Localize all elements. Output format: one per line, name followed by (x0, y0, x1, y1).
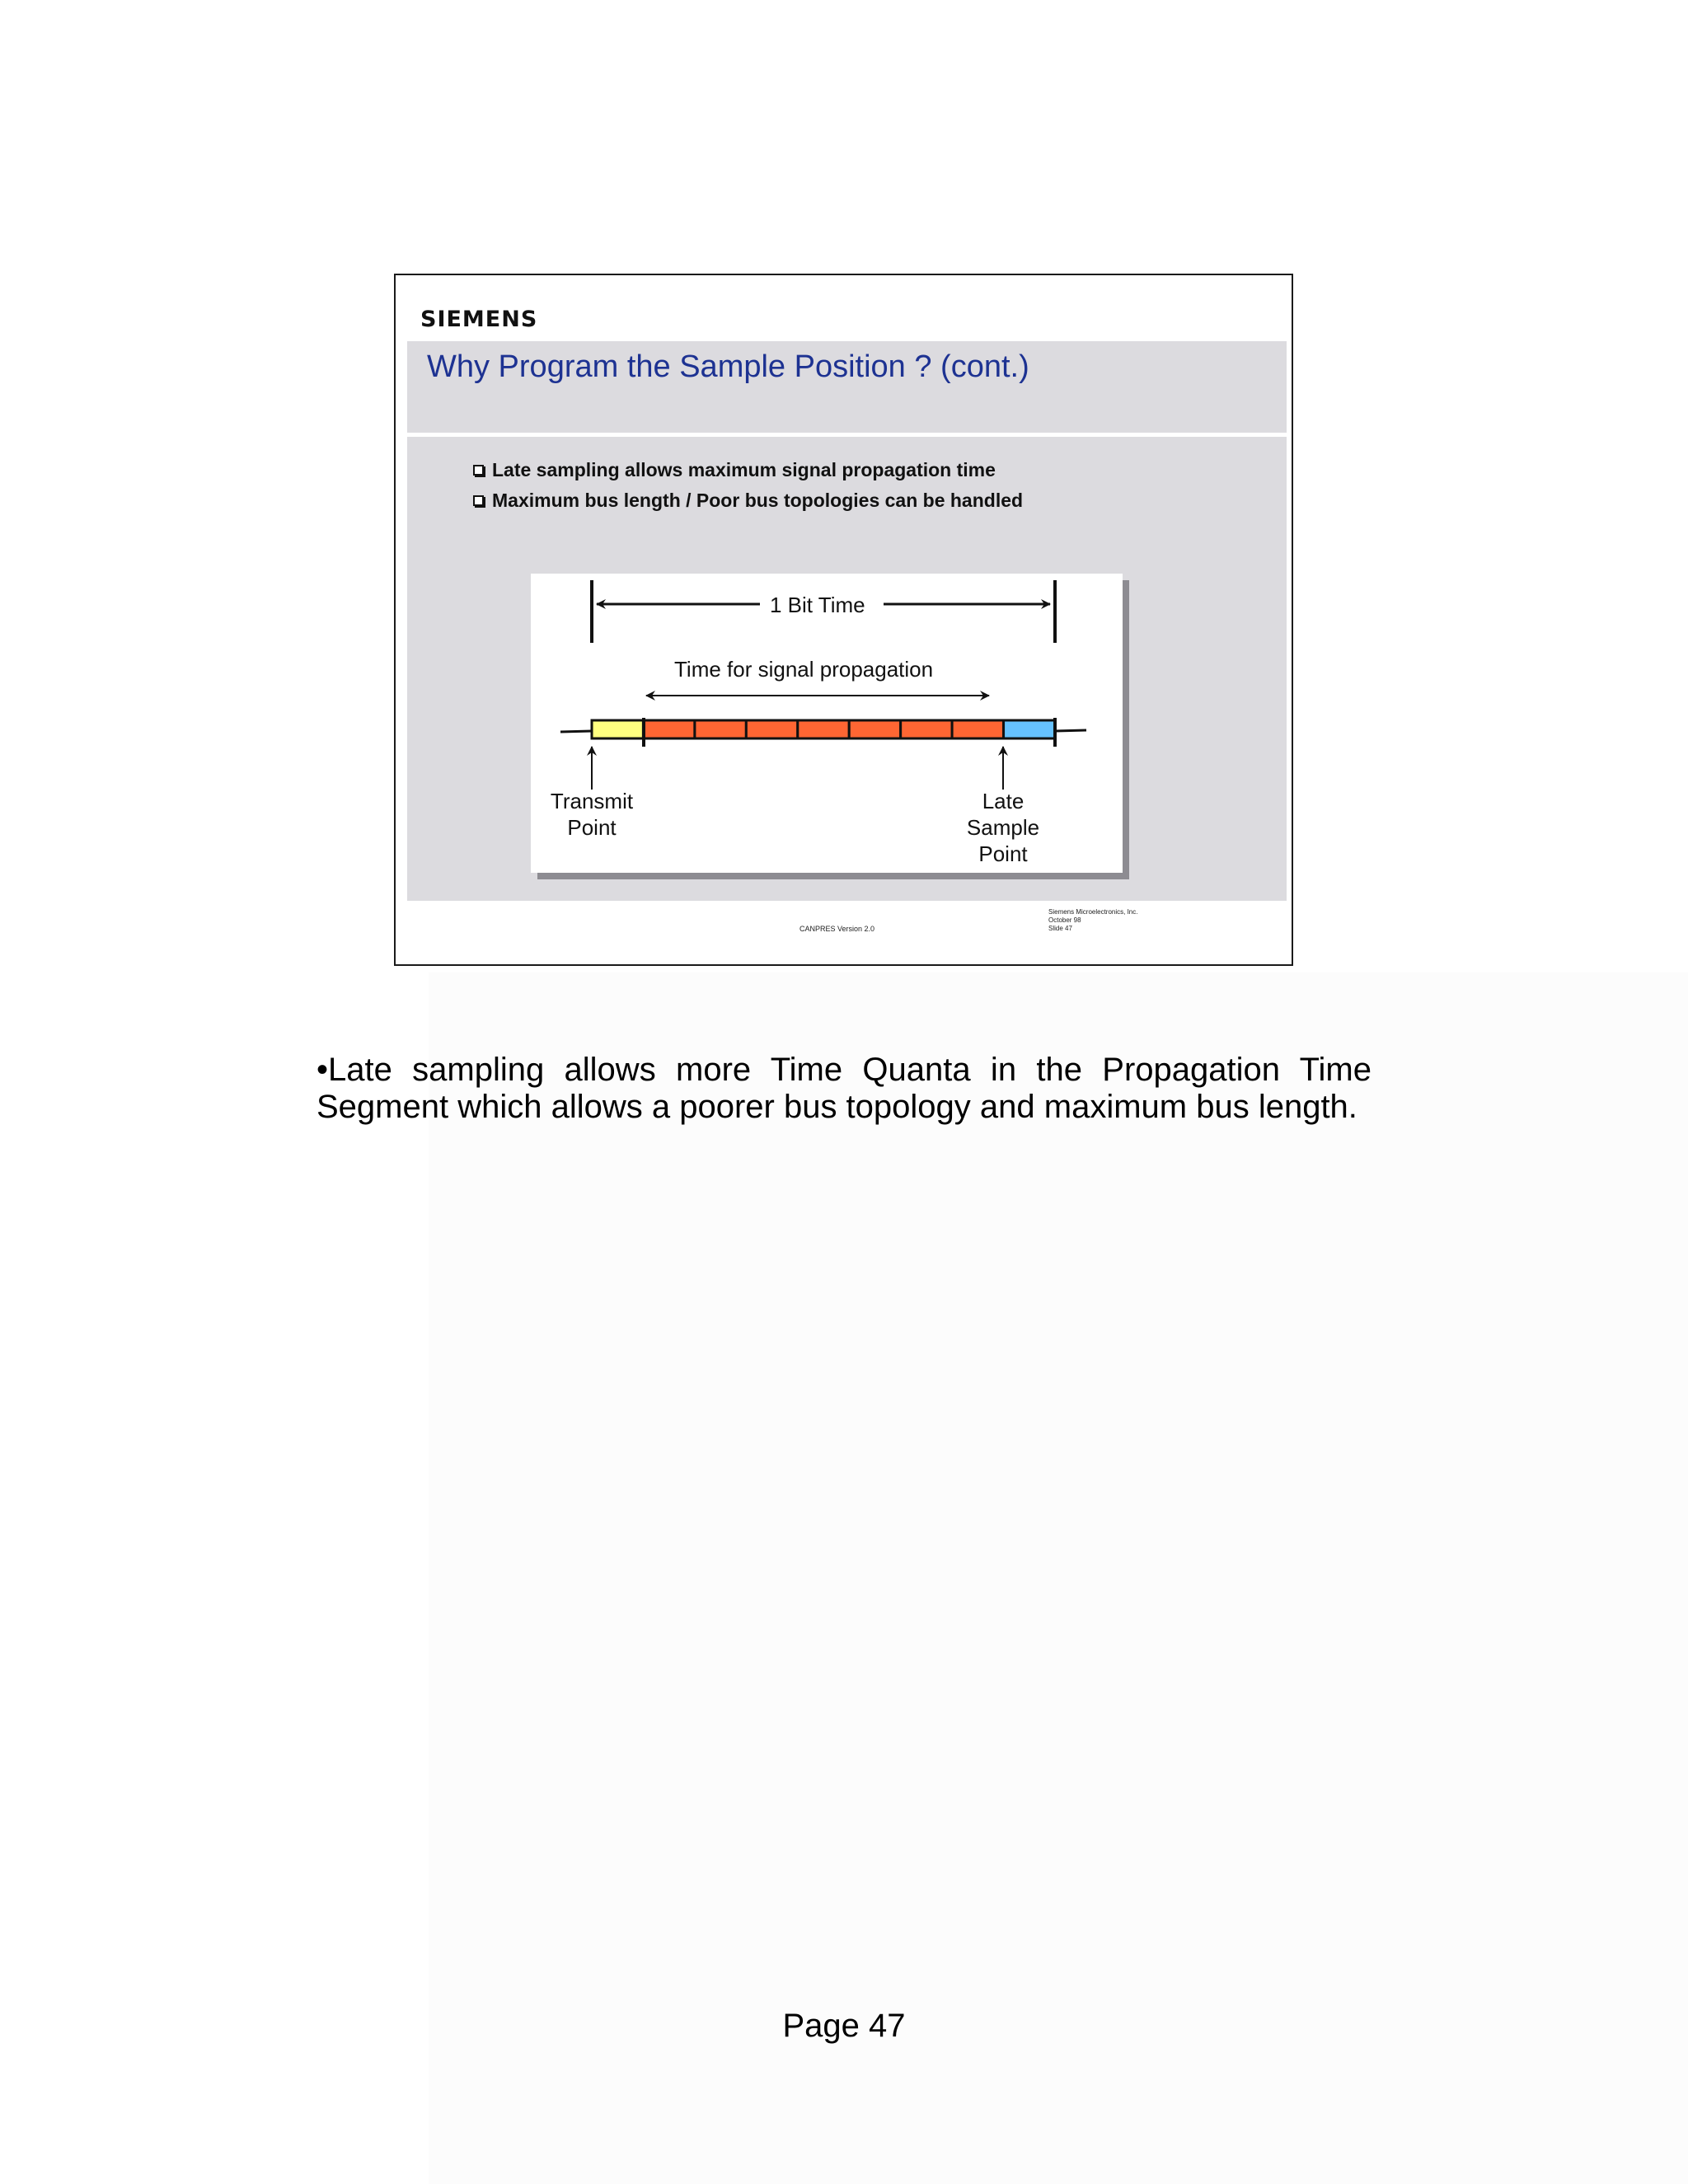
time-quantum-prop-1 (643, 720, 694, 738)
bus-line-left (560, 731, 592, 732)
transmit-point-label (542, 788, 641, 841)
siemens-logo: SIEMENS (420, 307, 538, 332)
slide-bullet-text: Maximum bus length / Poor bus topologies can be handled (492, 490, 1024, 511)
transmit-point-label-line: Point (567, 815, 617, 840)
notes-line: •Late sampling allows more Time Quanta in the Propagation Time (316, 1052, 1372, 1088)
time-quantum-prop-2 (695, 720, 746, 738)
bit-timing-diagram (531, 574, 1123, 873)
slide-body (407, 437, 1287, 901)
sample-point-label (954, 788, 1053, 867)
time-quantum-prop-7 (952, 720, 1003, 738)
page-number: Page 47 (782, 2008, 906, 2044)
checkbox-bullet-icon (473, 465, 484, 476)
time-quanta-bar (592, 720, 1055, 738)
time-quantum-prop-6 (901, 720, 952, 738)
time-quantum-prop-3 (746, 720, 797, 738)
bus-line-right (1055, 730, 1086, 731)
slide-bullet-list (473, 455, 1023, 516)
sample-point-label-line: Point (978, 841, 1028, 866)
bit-time-label: 1 Bit Time (770, 593, 865, 617)
sample-point-label-line: Late (982, 789, 1025, 813)
slide-footer-line: Siemens Microelectronics, Inc. (1048, 908, 1138, 916)
time-quantum-prop-5 (849, 720, 900, 738)
notes-line: Segment which allows a poorer bus topology and maximum bus length. (316, 1089, 1357, 1125)
checkbox-bullet-icon (473, 495, 484, 506)
slide-title: Why Program the Sample Position ? (cont.) (427, 349, 1029, 384)
notes-paragraph (316, 1052, 1372, 1126)
slide-footer-right (1048, 908, 1137, 933)
time-quantum-phase2 (1004, 720, 1055, 738)
slide-bullet-text: Late sampling allows maximum signal propagation time (492, 459, 996, 480)
propagation-label: Time for signal propagation (674, 657, 934, 682)
time-quantum-prop-4 (798, 720, 849, 738)
sample-point-label-line: Sample (966, 815, 1040, 840)
transmit-point-label-line: Transmit (550, 789, 634, 813)
slide-bullet (473, 485, 1023, 516)
slide-title-band (407, 341, 1287, 433)
time-quantum-sync (592, 720, 643, 738)
slide-footer-line: October 98 (1048, 916, 1081, 924)
slide-frame (394, 274, 1293, 966)
slide-footer-line: Slide 47 (1048, 925, 1072, 932)
slide-footer-center: CANPRES Version 2.0 (799, 925, 875, 933)
slide-bullet (473, 455, 1023, 485)
page-background-tint (429, 972, 1688, 2184)
